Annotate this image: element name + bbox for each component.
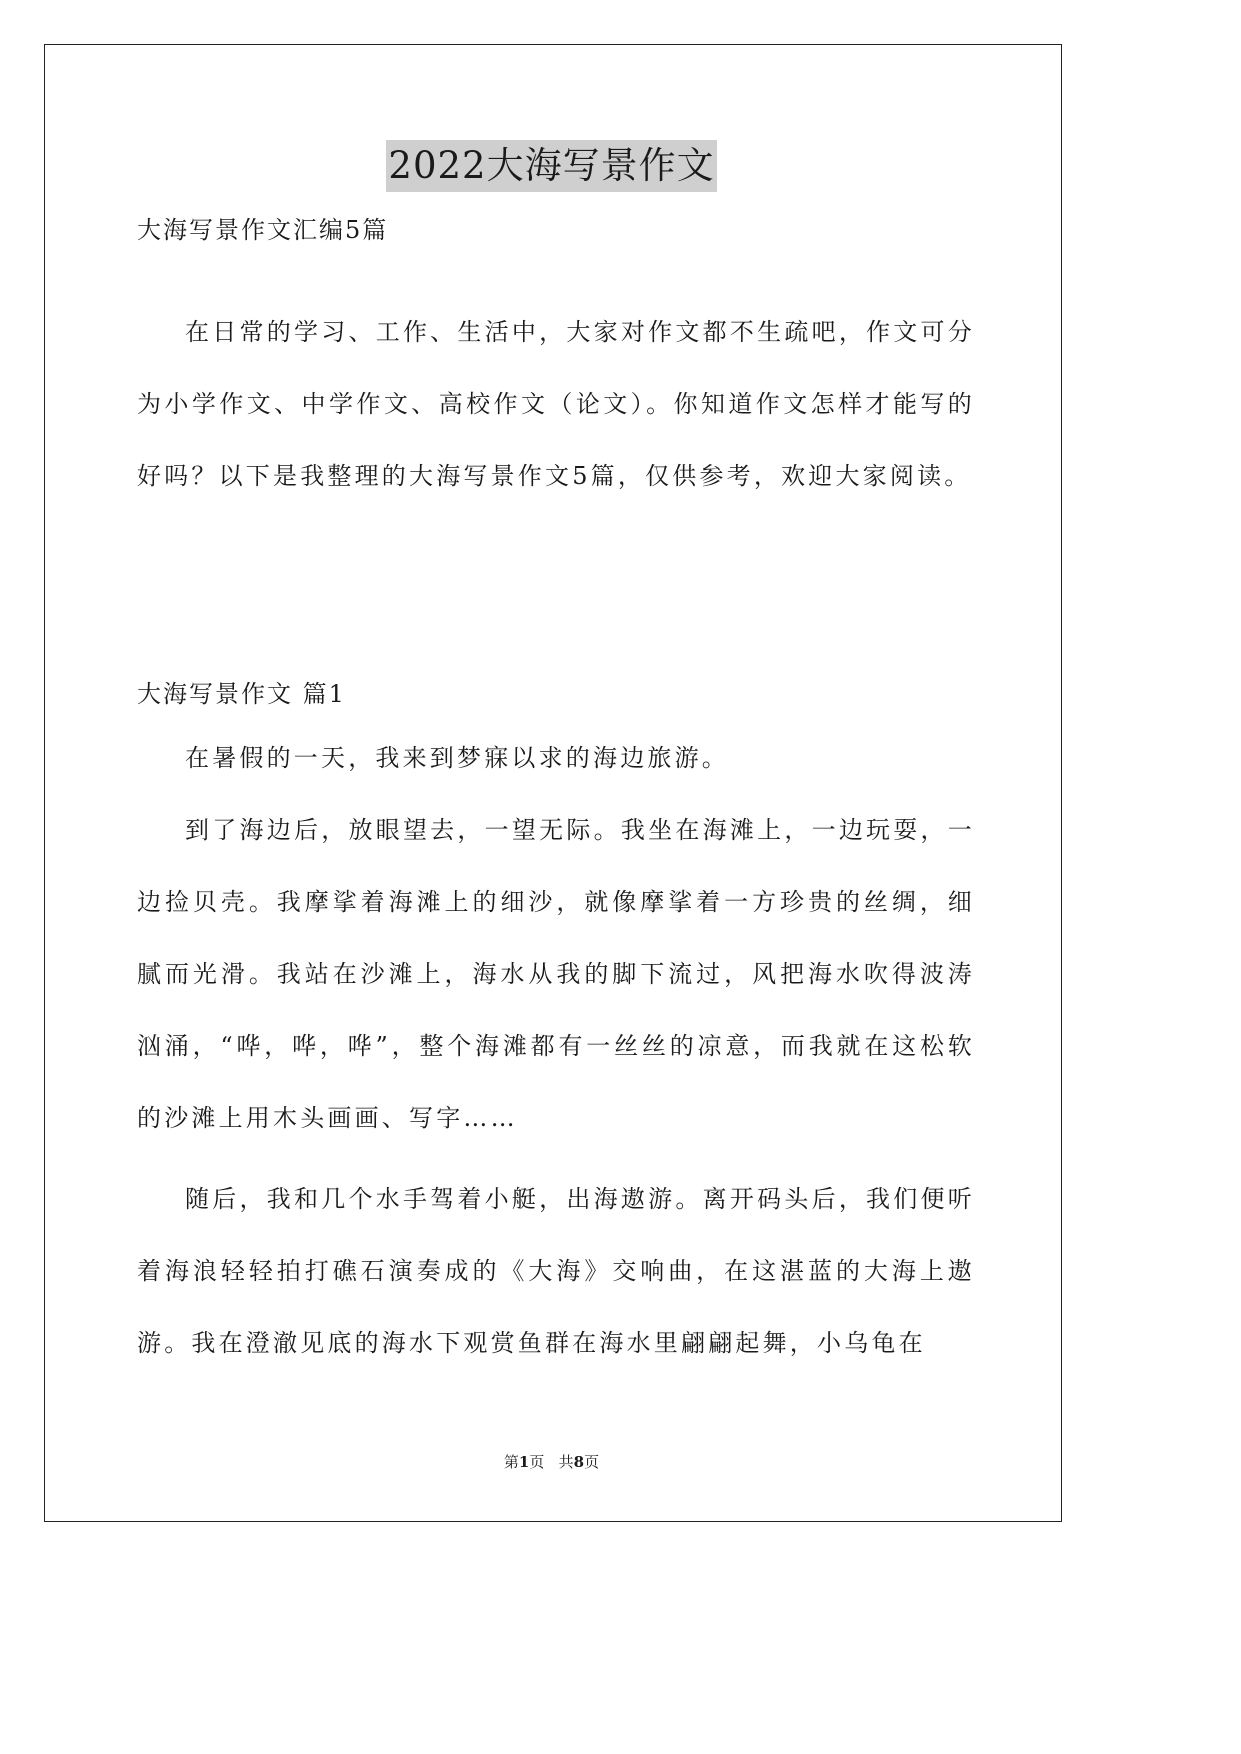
section-heading: 大海写景作文 篇1 [137,680,346,708]
footer-current-page: 1 [518,1453,530,1471]
document-title-container [0,140,1103,192]
body-paragraph-2: 到了海边后，放眼望去，一望无际。我坐在海滩上，一边玩耍，一边捡贝壳。我摩挲着海滩上的细沙，就像摩挲着一方珍贵的丝绸，细腻而光滑。我站在沙滩上，海水从我的脚下流过，风把海水吹得波涛汹涌，“哗，哗，哗”，整个海滩都有一丝丝的凉意，而我就在这松软的沙滩上用木头画画、写字…… [137,816,975,1132]
body-paragraph-3: 随后，我和几个水手驾着小艇，出海遨游。离开码头后，我们便听着海浪轻轻拍打礁石演奏成的《大海》交响曲，在这湛蓝的大海上遨游。我在澄澈见底的海水下观赏鱼群在海水里翩翩起舞，小乌龟在 [137,1185,975,1357]
body-paragraph-1: 在暑假的一天，我来到梦寐以求的海边旅游。 [185,744,729,772]
footer-page-prefix: 第 [503,1453,519,1471]
document-subtitle: 大海写景作文汇编5篇 [137,216,389,244]
footer-total-pages: 8 [573,1453,585,1471]
footer-page-mid: 页 共 [529,1453,574,1471]
footer-page-suffix: 页 [584,1453,600,1471]
intro-paragraph: 在日常的学习、工作、生活中，大家对作文都不生疏吧，作文可分为小学作文、中学作文、高校作文（论文）。你知道作文怎样才能写的好吗？以下是我整理的大海写景作文5篇，仅供参考，欢迎大家阅读。 [137,318,975,490]
document-title: 2022大海写景作文 [386,140,716,192]
page-footer [0,1451,1103,1473]
